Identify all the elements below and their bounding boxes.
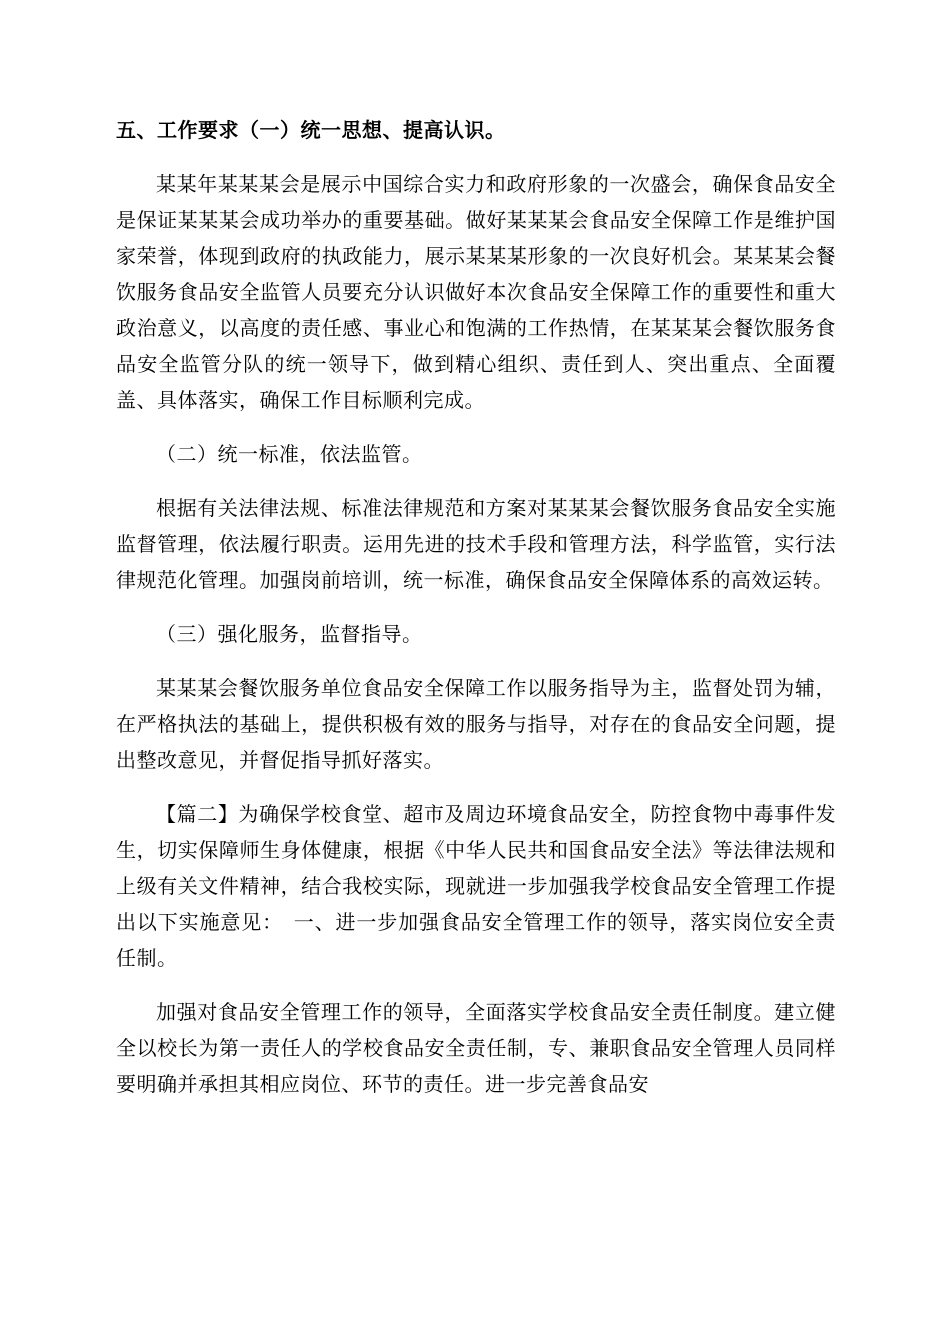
paragraph-part-two-intro: 【篇二】为确保学校食堂、超市及周边环境食品安全，防控食物中毒事件发生，切实保障师生身体健康，根据《中华人民共和国食品安全法》等法律法规和上级有关文件精神，结合我校实际，现就进一步加强我学校食品安全管理工作提出以下实施意见： 一、进一步加强食品安全管理工作的领导，落实岗位安全责任制。 [116,802,836,970]
paragraph-leadership: 加强对食品安全管理工作的领导，全面落实学校食品安全责任制度。建立健全以校长为第一责任人的学校食品安全责任制，专、兼职食品安全管理人员同样要明确并承担其相应岗位、环节的责任。进一步完善食品安 [116,1000,836,1096]
paragraph-service-guidance: 某某某会餐饮服务单位食品安全保障工作以服务指导为主，监督处罚为辅，在严格执法的基础上，提供积极有效的服务与指导，对存在的食品安全问题，提出整改意见，并督促指导抓好落实。 [116,676,836,772]
document-body [116,112,836,1120]
subheading-strengthen-service: （三）强化服务，监督指导。 [156,622,423,646]
paragraph-supervision-by-law: 根据有关法律法规、标准法律规范和方案对某某某会餐饮服务食品安全实施监督管理，依法履行职责。运用先进的技术手段和管理方法，科学监管，实行法律规范化管理。加强岗前培训，统一标准，确保食品安全保障体系的高效运转。 [116,496,836,592]
subheading-unified-standards: （二）统一标准，依法监管。 [156,442,423,466]
section-heading: 五、工作要求（一）统一思想、提高认识。 [116,118,506,142]
paragraph-unify-thinking: 某某年某某某会是展示中国综合实力和政府形象的一次盛会，确保食品安全是保证某某某会成功举办的重要基础。做好某某某会食品安全保障工作是维护国家荣誉，体现到政府的执政能力，展示某某某形象的一次良好机会。某某某会餐饮服务食品安全监管人员要充分认识做好本次食品安全保障工作的重要性和重大政治意义，以高度的责任感、事业心和饱满的工作热情，在某某某会餐饮服务食品安全监管分队的统一领导下，做到精心组织、责任到人、突出重点、全面覆盖、具体落实，确保工作目标顺利完成。 [116,172,836,412]
